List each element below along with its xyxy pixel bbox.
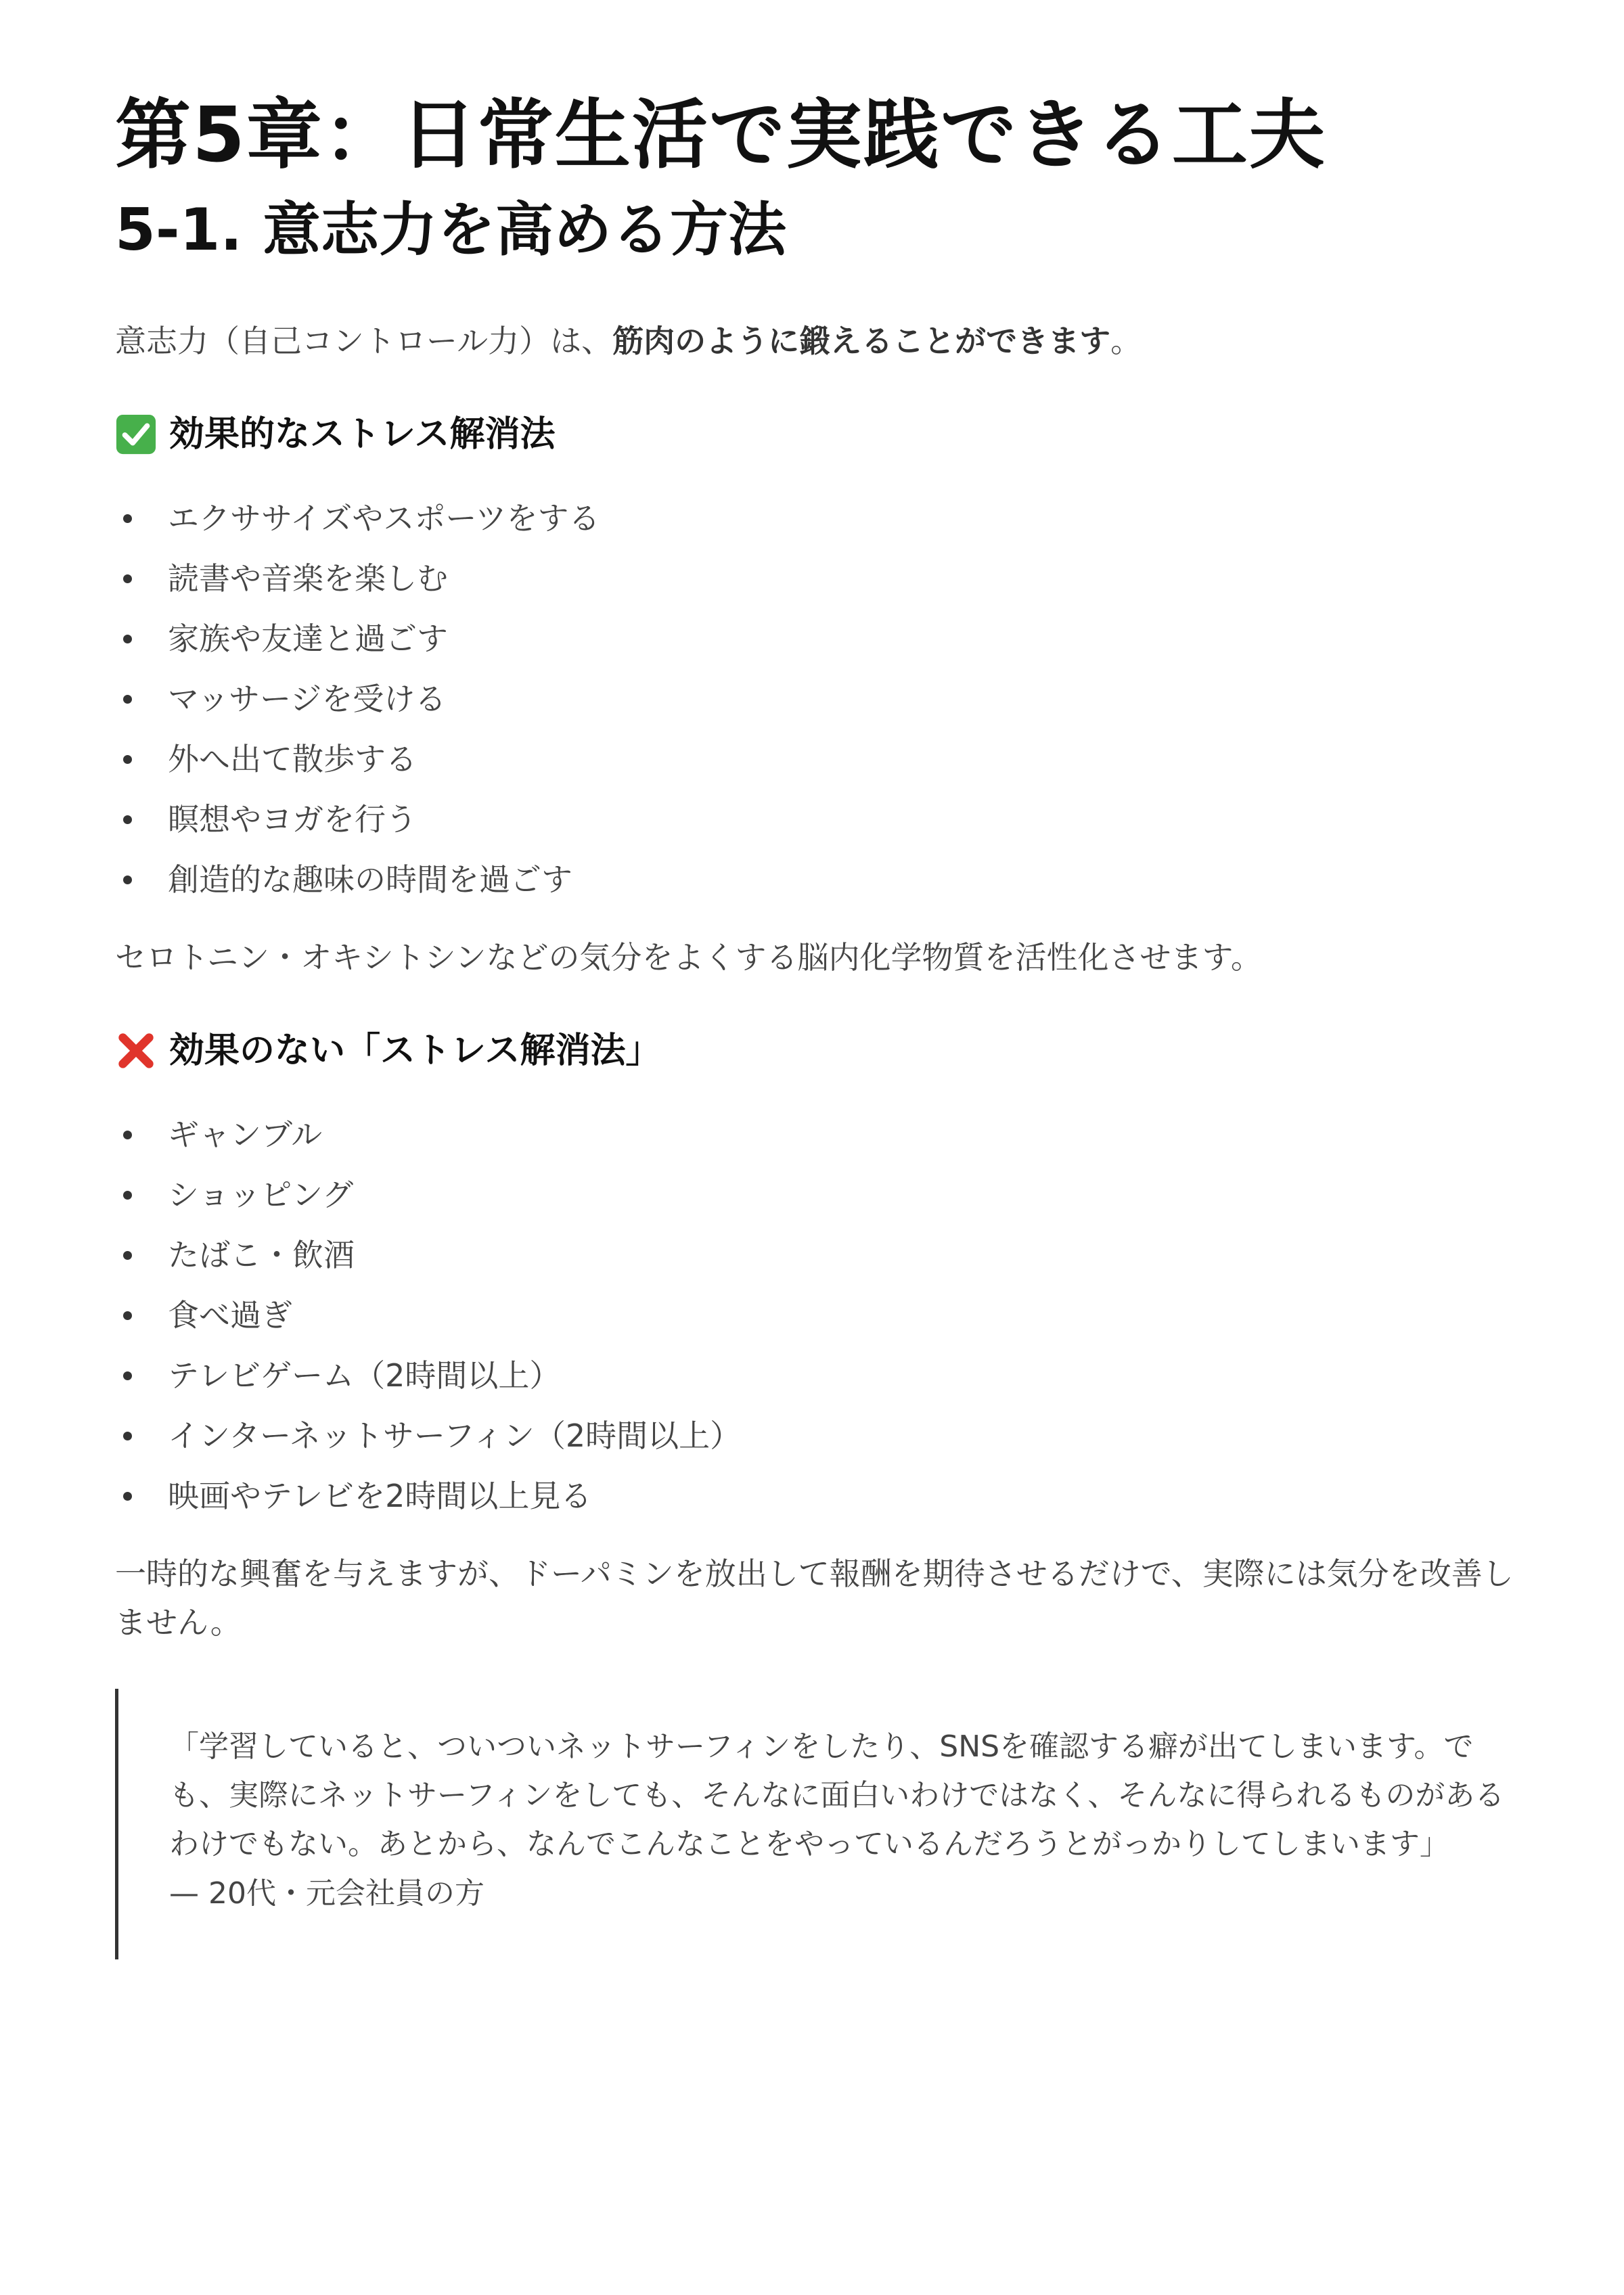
bullet-dot bbox=[123, 574, 132, 583]
list-item-text: 食べ過ぎ bbox=[168, 1297, 292, 1334]
list-item bbox=[115, 1165, 1522, 1225]
effective-heading-text: 効果的なストレス解消法 bbox=[169, 414, 556, 455]
list-item-text: マッサージを受ける bbox=[168, 681, 447, 717]
ineffective-list bbox=[115, 1105, 1522, 1526]
quote-author: — 20代・元会社員の方 bbox=[169, 1876, 484, 1911]
list-item-text: インターネットサーフィン（2時間以上） bbox=[168, 1417, 742, 1454]
list-item bbox=[115, 669, 1522, 729]
list-item-text: 読書や音楽を楽しむ bbox=[168, 560, 448, 597]
list-item bbox=[115, 1406, 1522, 1466]
chapter-title: 第5章：日常生活で実践できる工夫 bbox=[115, 91, 1326, 179]
bullet-dot bbox=[123, 1432, 132, 1440]
bullet-dot bbox=[123, 815, 132, 824]
list-item-text: 瞑想やヨガを行う bbox=[168, 801, 417, 838]
quote-text: 「学習していると、ついついネットサーフィンをしたり、SNSを確認する癖が出てしまいます。でも、実際にネットサーフィンをしても、そんなに面白いわけではなく、そんなに得られるものがあるわけでもない。あとから、なんでこんなことをやっているんだろうとがっかりしてしまいます」 bbox=[169, 1729, 1505, 1861]
list-item-text: テレビゲーム（2時間以上） bbox=[168, 1357, 561, 1394]
list-item-text: ショッピング bbox=[168, 1177, 354, 1213]
list-item-text: 創造的な趣味の時間を過ごす bbox=[168, 861, 572, 898]
bullet-dot bbox=[123, 695, 132, 704]
list-item bbox=[115, 850, 1522, 910]
list-item-text: 映画やテレビを2時間以上見る bbox=[168, 1478, 592, 1514]
intro-text: 意志力（自己コントロール力）は、 bbox=[115, 323, 613, 359]
list-item bbox=[115, 488, 1522, 549]
testimonial-quote bbox=[115, 1689, 1526, 1959]
list-item-text: 外へ出て散歩する bbox=[168, 741, 417, 777]
ineffective-summary: 一時的な興奮を与えますが、ドーパミンを放出して報酬を期待させるだけで、実際には気分を改善しません。 bbox=[115, 1555, 1514, 1641]
bullet-dot bbox=[123, 1371, 132, 1380]
list-item-text: ギャンブル bbox=[168, 1116, 323, 1153]
intro-emphasis: 筋肉のように鍛えることができます bbox=[612, 323, 1111, 359]
list-item bbox=[115, 1466, 1522, 1526]
list-item bbox=[115, 1225, 1522, 1286]
bullet-dot bbox=[123, 1492, 132, 1501]
list-item bbox=[115, 1346, 1522, 1406]
list-item bbox=[115, 609, 1522, 669]
list-item bbox=[115, 1105, 1522, 1165]
ineffective-heading-text: 効果のない「ストレス解消法」 bbox=[169, 1030, 661, 1071]
bullet-dot bbox=[123, 1191, 132, 1200]
effective-summary: セロトニン・オキシトシンなどの気分をよくする脳内化学物質を活性化させます。 bbox=[115, 939, 1262, 976]
effective-list bbox=[115, 488, 1522, 910]
effective-heading bbox=[115, 407, 1522, 461]
list-item bbox=[115, 729, 1522, 790]
bullet-dot bbox=[123, 876, 132, 884]
bullet-dot bbox=[123, 1251, 132, 1260]
list-item bbox=[115, 790, 1522, 850]
intro-paragraph bbox=[115, 317, 1522, 365]
list-item-text: エクササイズやスポーツをする bbox=[168, 500, 600, 537]
section-title: 5-1. 意志力を高める方法 bbox=[115, 196, 786, 264]
bullet-dot bbox=[123, 1131, 132, 1139]
document-page bbox=[115, 81, 1522, 1970]
bullet-dot bbox=[123, 755, 132, 764]
ineffective-heading bbox=[115, 1024, 1522, 1078]
cross-mark-icon bbox=[115, 1030, 157, 1072]
list-item-text: たばこ・飲酒 bbox=[168, 1237, 355, 1273]
bullet-dot bbox=[123, 635, 132, 643]
bullet-dot bbox=[123, 1311, 132, 1320]
list-item bbox=[115, 1286, 1522, 1346]
intro-end: 。 bbox=[1110, 323, 1142, 359]
check-mark-icon bbox=[115, 413, 157, 455]
list-item bbox=[115, 549, 1522, 609]
bullet-dot bbox=[123, 514, 132, 523]
list-item-text: 家族や友達と過ごす bbox=[168, 620, 448, 657]
